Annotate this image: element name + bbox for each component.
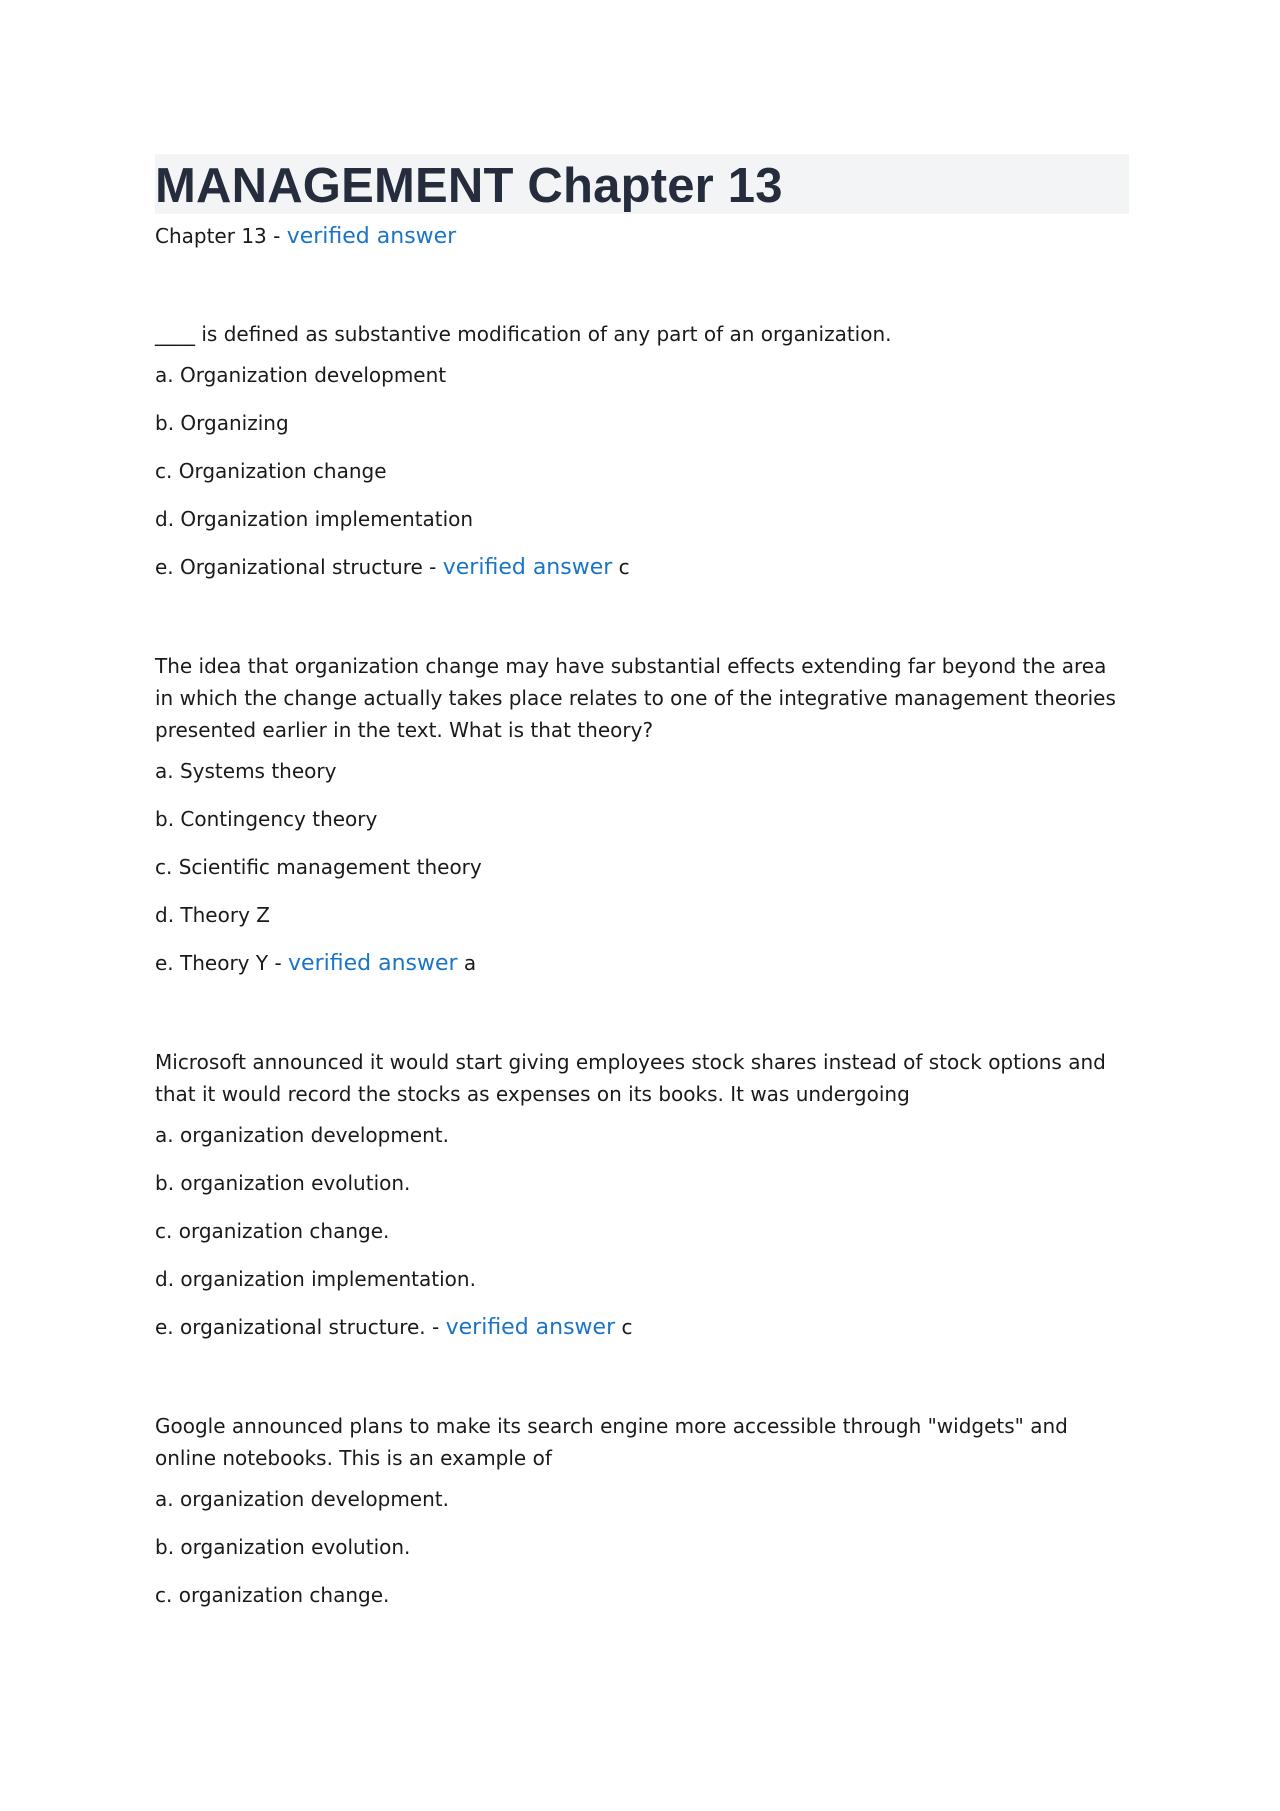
question-4	[155, 1410, 1129, 1611]
subtitle-prefix: Chapter 13 -	[155, 224, 281, 248]
option-c: c. organization change.	[155, 1583, 390, 1607]
answer-letter: c	[618, 555, 630, 579]
option-e-text: e. organizational structure. -	[155, 1315, 440, 1339]
option-c: c. Scientific management theory	[155, 855, 482, 879]
option-b: b. Contingency theory	[155, 807, 378, 831]
question-2	[155, 650, 1129, 980]
answer-letter: a	[463, 951, 477, 975]
option-d: d. organization implementation.	[155, 1267, 476, 1291]
option-b: b. organization evolution.	[155, 1171, 411, 1195]
verified-answer-link[interactable]: verified answer	[288, 951, 458, 976]
subtitle-verified-answer-link[interactable]: verified answer	[286, 224, 457, 249]
option-e-text: e. Organizational structure -	[155, 555, 437, 579]
option-c: c. organization change.	[155, 1219, 390, 1243]
answer-letter: c	[621, 1315, 633, 1339]
option-a: a. Systems theory	[155, 759, 337, 783]
option-e	[155, 1311, 1129, 1344]
verified-answer-link[interactable]: verified answer	[445, 1315, 616, 1340]
page-title: MANAGEMENT Chapter 13	[155, 159, 783, 213]
option-a: a. organization development.	[155, 1487, 449, 1511]
question-stem: The idea that organization change may have substantial effects extending far beyond the area in which the change actually takes place relates to one of the integrative management theories presented earlier in the text. What is that theory?	[155, 654, 1116, 742]
subtitle	[155, 222, 1129, 251]
option-d: d. Organization implementation	[155, 507, 474, 531]
option-b: b. organization evolution.	[155, 1535, 411, 1559]
option-e	[155, 551, 1129, 584]
option-a: a. Organization development	[155, 363, 447, 387]
document-page	[155, 154, 1129, 1627]
title-bar	[155, 154, 1129, 214]
question-stem: Google announced plans to make its search engine more accessible through "widgets" and online notebooks. This is an example of	[155, 1414, 1068, 1470]
question-stem: Microsoft announced it would start giving employees stock shares instead of stock options and that it would record the stocks as expenses on its books. It was undergoing	[155, 1050, 1106, 1106]
option-e-text: e. Theory Y -	[155, 951, 282, 975]
option-a: a. organization development.	[155, 1123, 449, 1147]
option-b: b. Organizing	[155, 411, 289, 435]
verified-answer-link[interactable]: verified answer	[442, 555, 613, 580]
question-1	[155, 318, 1129, 584]
option-c: c. Organization change	[155, 459, 387, 483]
question-3	[155, 1046, 1129, 1344]
question-stem: ____ is defined as substantive modification of any part of an organization.	[155, 322, 892, 346]
option-e	[155, 947, 1129, 980]
option-d: d. Theory Z	[155, 903, 270, 927]
